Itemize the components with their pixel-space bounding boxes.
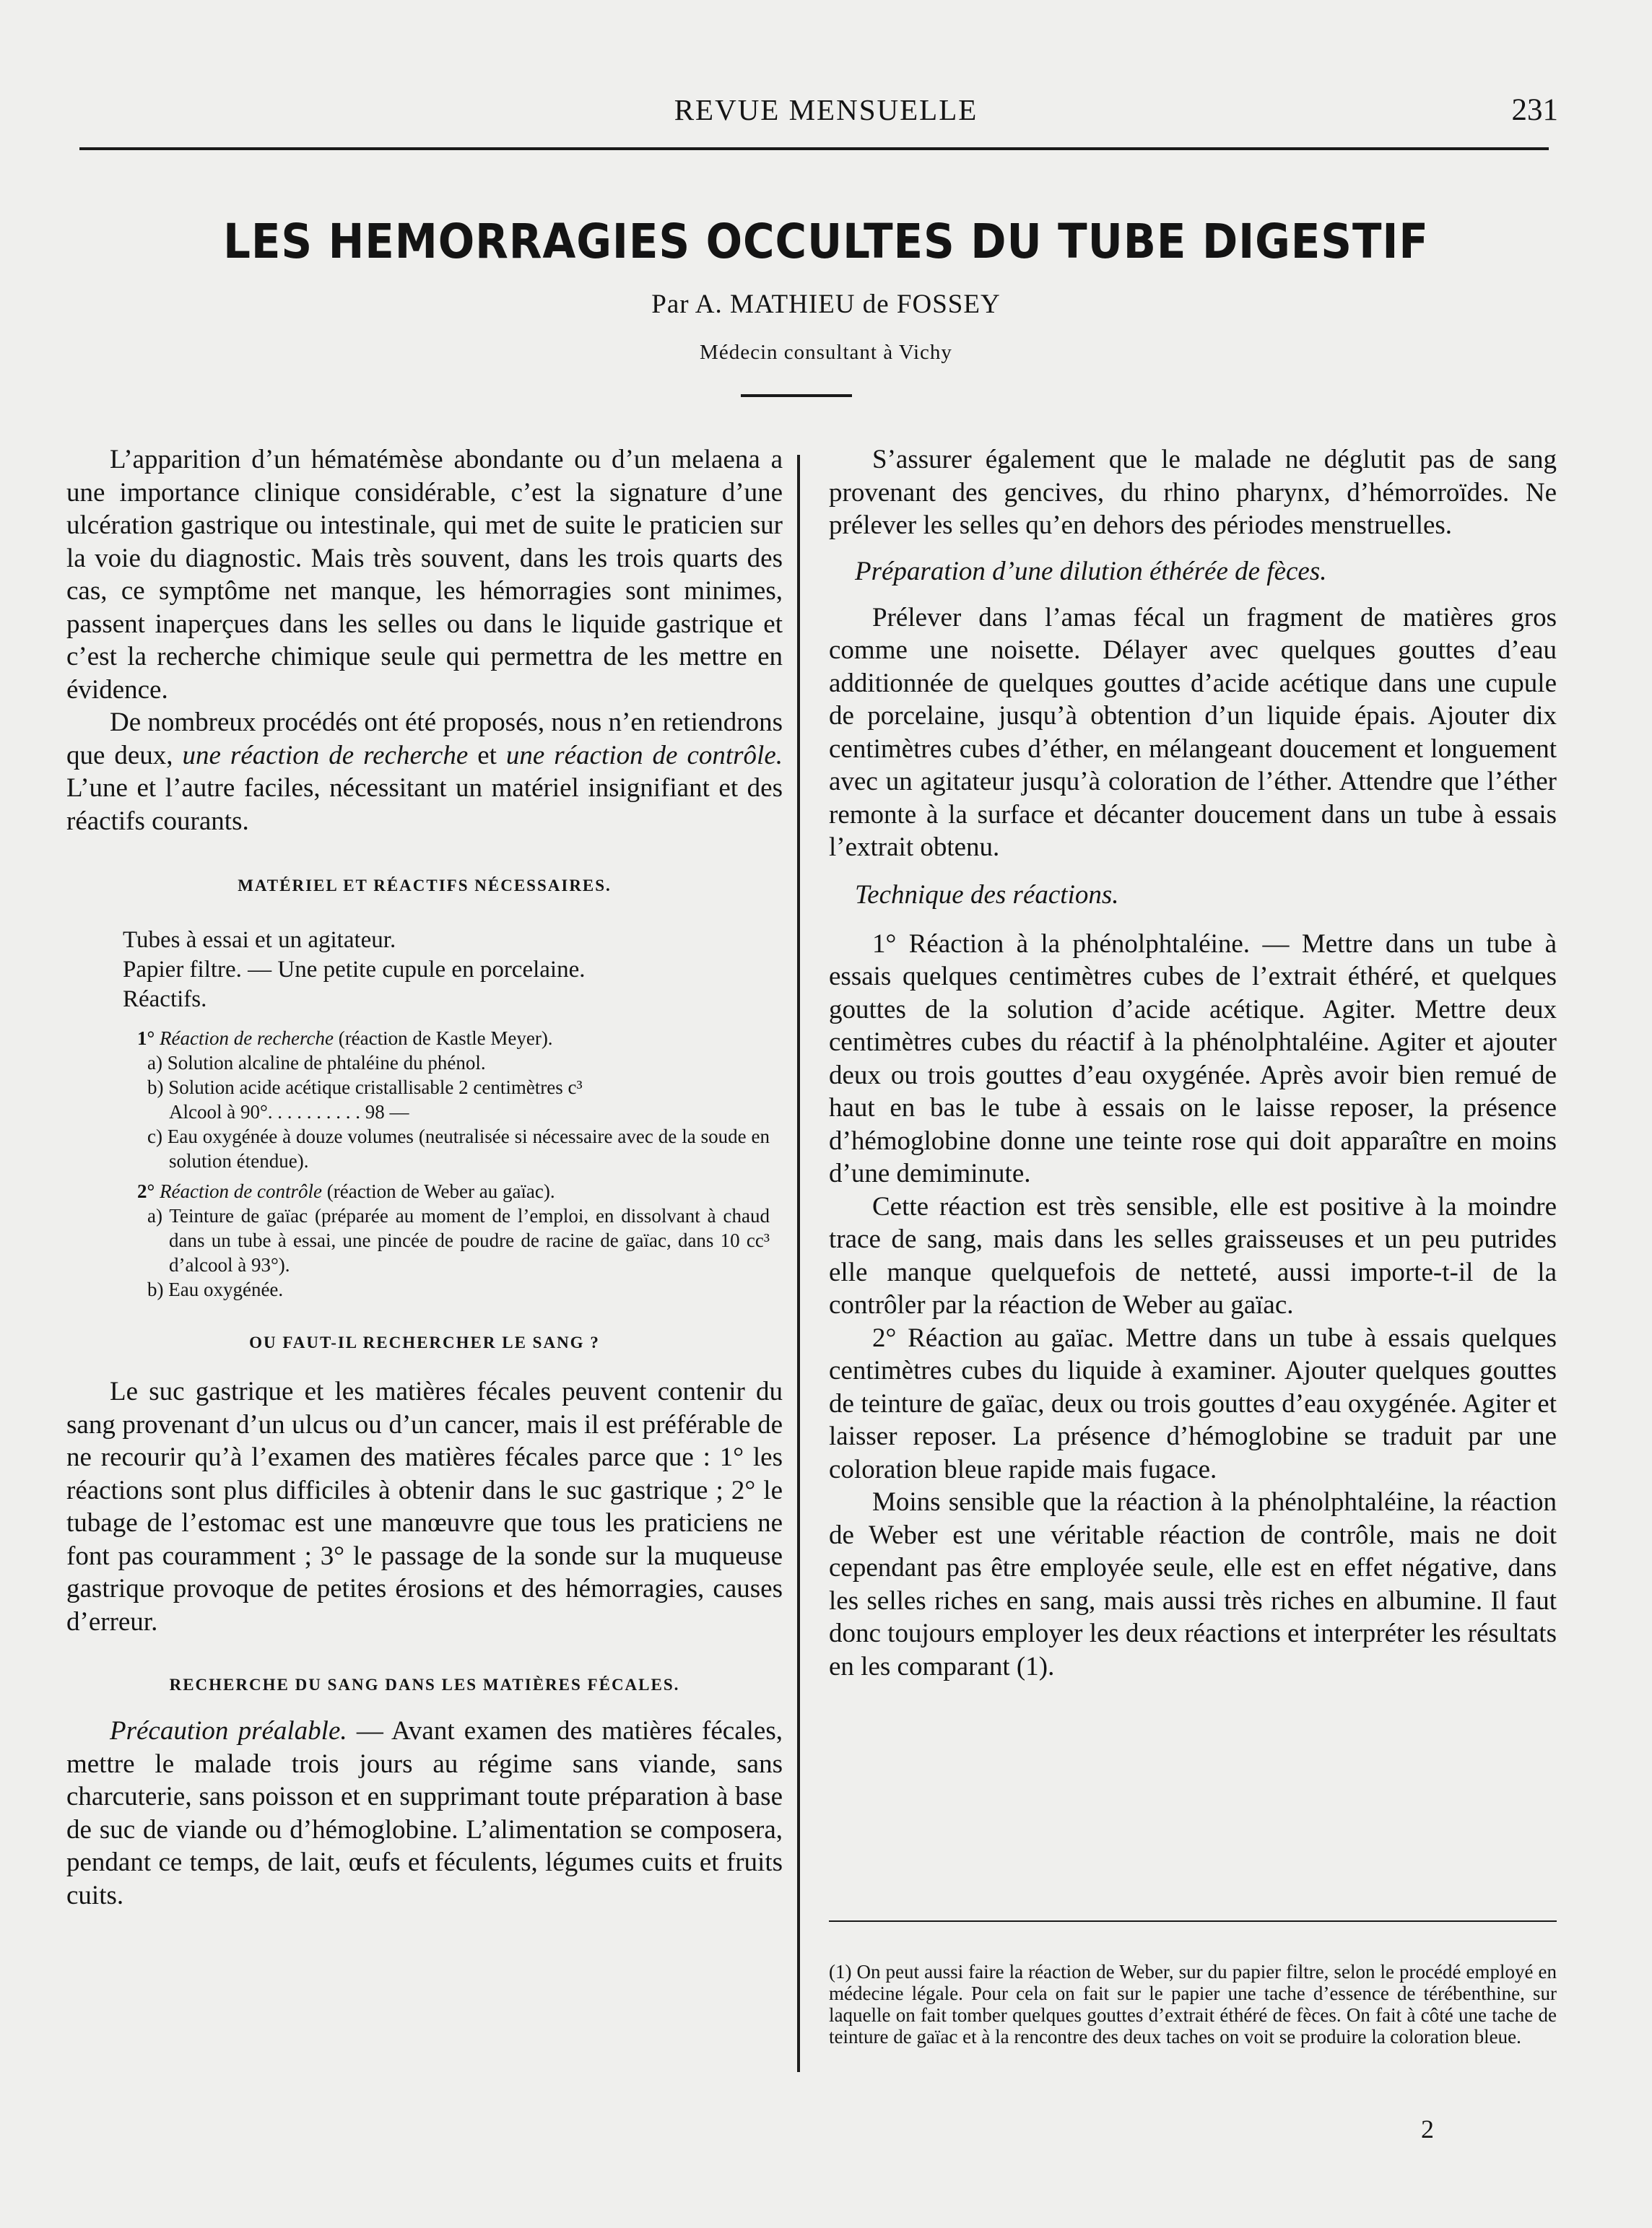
right-column xyxy=(829,443,1557,1683)
signature-mark: 2 xyxy=(1421,2115,1434,2144)
author-affiliation: Médecin consultant à Vichy xyxy=(700,341,952,364)
materiel-item: Tubes à essai et un agitateur. xyxy=(123,927,396,953)
reactif-sub-item: a) Teinture de gaïac (préparée au moment de l’emploi, en dissolvant à chaud dans un tube à essai, une pincée de poudre de racine de gaïac, dans 10 cc³ d’alcool à 93°). xyxy=(147,1205,770,1276)
methods-paragraph xyxy=(66,706,783,837)
methods-text-2: et xyxy=(468,740,506,770)
methods-italic-2: une réaction de contrôle. xyxy=(505,740,783,770)
page-number: 231 xyxy=(1511,93,1558,127)
reactif-sub-item: c) Eau oxygénée à douze volumes (neutralisée si nécessaire avec de la soude en solution étendue). xyxy=(147,1126,770,1172)
reactif-number: 1° xyxy=(137,1027,155,1049)
gaiac-paragraph: 2° Réaction au gaïac. Mettre dans un tube à essais quelques centimètres cubes du liquide à examiner. Ajouter quelques gouttes de teinture de gaïac, deux ou trois gouttes d’eau oxygénée. Agiter et laisser reposer. La présence d’hémoglobine se traduit par une coloration bleue rapide mais fugace. xyxy=(829,1323,1557,1484)
precaution-paragraph xyxy=(66,1715,783,1912)
article-title: LES HEMORRAGIES OCCULTES DU TUBE DIGESTIF xyxy=(223,214,1429,269)
precaution-label: Précaution préalable. xyxy=(110,1716,347,1746)
reactif-number: 2° xyxy=(137,1180,155,1202)
running-head xyxy=(0,92,1652,136)
reactif-sub-item: b) Eau oxygénée. xyxy=(147,1279,284,1300)
materiel-item: Papier filtre. — Une petite cupule en porcelaine. xyxy=(123,957,586,983)
suc-gastrique-paragraph: Le suc gastrique et les matières fécales peuvent contenir du sang provenant d’un ulcus ou d’un cancer, mais il est préférable de ne recourir qu’à l’examen des matières fécales parce que : 1° les réactions sont plus difficiles à obtenir dans le suc gastrique ; 2° le tubage de l’estomac est une manœuvre que tous les praticiens ne font pas couramment ; 3° le passage de la sonde sur la muqueuse gastrique provoque de petites érosions et des hémorragies, causes d’erreur. xyxy=(66,1377,783,1637)
reactif-name: Réaction de recherche xyxy=(160,1027,334,1049)
reactif-name: Réaction de contrôle xyxy=(160,1180,322,1202)
section-heading-ou: OU FAUT-IL RECHERCHER LE SANG ? xyxy=(249,1333,600,1352)
reactif-desc: (réaction de Weber au gaïac). xyxy=(322,1180,555,1202)
subheading-technique: Technique des réactions. xyxy=(855,879,1119,910)
journal-title: REVUE MENSUELLE xyxy=(674,93,978,126)
section-heading-recherche: RECHERCHE DU SANG DANS LES MATIÈRES FÉCALES. xyxy=(169,1676,680,1694)
reactif-controle xyxy=(66,1179,783,1204)
column-divider xyxy=(797,455,800,2072)
footnote: (1) On peut aussi faire la réaction de Weber, sur du papier filtre, selon le procédé employé en médecine légale. Pour cela on fait sur le papier une tache d’essence de térébenthine, sur laquelle on fait tomber quelques gouttes d’extrait éthéré de fèces. On fait à côté une tache de teinture de gaïac et à la rencontre des deux taches on voit se produire la coloration bleue. xyxy=(829,1961,1557,2048)
header-rule xyxy=(79,147,1549,150)
deglutition-paragraph: S’assurer également que le malade ne déglutit pas de sang provenant des gencives, du rhino pharynx, d’hémorroïdes. Ne prélever les selles qu’en dehors des périodes menstruelles. xyxy=(829,445,1557,540)
methods-text-3: L’une et l’autre faciles, nécessitant un matériel insignifiant et des réactifs courants. xyxy=(66,773,783,836)
reactif-sub-item: b) Solution acide acétique cristallisable 2 centimètres c³ xyxy=(147,1076,583,1098)
comparaison-paragraph: Moins sensible que la réaction à la phénolphtaléine, la réaction de Weber est une véritable réaction de contrôle, mais ne doit cependant pas être employée seule, elle est en effet négative, dans les selles riches en sang, mais aussi très riches en albumine. Il faut donc toujours employer les deux réactions et interpréter les résultats en les comparant (1). xyxy=(829,1487,1557,1681)
preparation-paragraph: Prélever dans l’amas fécal un fragment de matières gros comme une noisette. Délayer avec quelques gouttes d’eau additionnée de quelques gouttes d’acide acétique dans une cupule de porcelaine, jusqu’à obtention d’un liquide épais. Ajouter dix centimètres cubes d’éther, en mélangeant doucement et longuement avec un agitateur jusqu’à coloration de l’éther. Attendre que l’éther remonte à la surface et décanter doucement dans un tube à essais l’extrait obtenu. xyxy=(829,602,1557,862)
reactif-sub-item: Alcool à 90°. . . . . . . . . . 98 — xyxy=(169,1101,409,1123)
materiel-item: Réactifs. xyxy=(123,986,207,1012)
precaution-text: — Avant examen des matières fécales, mettre le malade trois jours au régime sans viande, sans charcuterie, sans poisson et en supprimant toute préparation à base de suc de viande ou d’hémoglobine. L’alimentation se composera, pendant ce temps, de lait, œufs et féculents, légumes cuits et fruits cuits. xyxy=(66,1716,783,1910)
reactif-sub-item: a) Solution alcaline de phtaléine du phénol. xyxy=(147,1052,486,1074)
intro-paragraph: L’apparition d’un hématémèse abondante ou d’un melaena a une importance clinique considérable, c’est la signature d’une ulcération gastrique ou intestinale, qui met de suite le praticien sur la voie du diagnostic. Mais très souvent, dans les trois quarts des cas, ce symptôme net manque, les hémorragies sont minimes, passent inaperçues dans les selles ou dans le liquide gastrique et c’est la recherche chimique seule qui permettra de les mettre en évidence. xyxy=(66,445,783,705)
reactif-desc: (réaction de Kastle Meyer). xyxy=(333,1027,553,1049)
section-heading-materiel: MATÉRIEL ET RÉACTIFS NÉCESSAIRES. xyxy=(238,876,612,895)
methods-text-1: De nombreux procédés ont été proposés, nous n’en retiendrons que deux, xyxy=(66,708,783,770)
left-column xyxy=(66,443,783,1912)
article-byline: Par A. MATHIEU de FOSSEY xyxy=(651,290,1001,319)
materiel-list xyxy=(66,926,783,1014)
sensibilite-paragraph: Cette réaction est très sensible, elle est positive à la moindre trace de sang, mais dans les selles graisseuses et un peu putrides elle manque quelquefois de netteté, aussi importe-t-il de la contrôler par la réaction de Weber au gaïac. xyxy=(829,1191,1557,1320)
methods-italic-1: une réaction de recherche xyxy=(182,740,469,770)
subheading-preparation: Préparation d’une dilution éthérée de fèces. xyxy=(855,556,1327,586)
phenolphtaleine-paragraph: 1° Réaction à la phénolphtaléine. — Mettre dans un tube à essais quelques centimètres cubes de l’extrait éthéré, et quelques gouttes de la solution d’acide acétique. Agiter. Mettre deux centimètres cubes du réactif à la phénolphtaléine. Agiter et ajouter deux ou trois gouttes d’eau oxygénée. Après avoir bien remué de haut en bas le tube à essais on le laisse reposer, la présence d’hémoglobine donne une teinte rose qui doit apparaître en moins d’une demiminute. xyxy=(829,928,1557,1188)
title-rule xyxy=(741,394,852,397)
footnote-rule xyxy=(829,1920,1557,1922)
reactif-recherche xyxy=(66,1026,783,1050)
